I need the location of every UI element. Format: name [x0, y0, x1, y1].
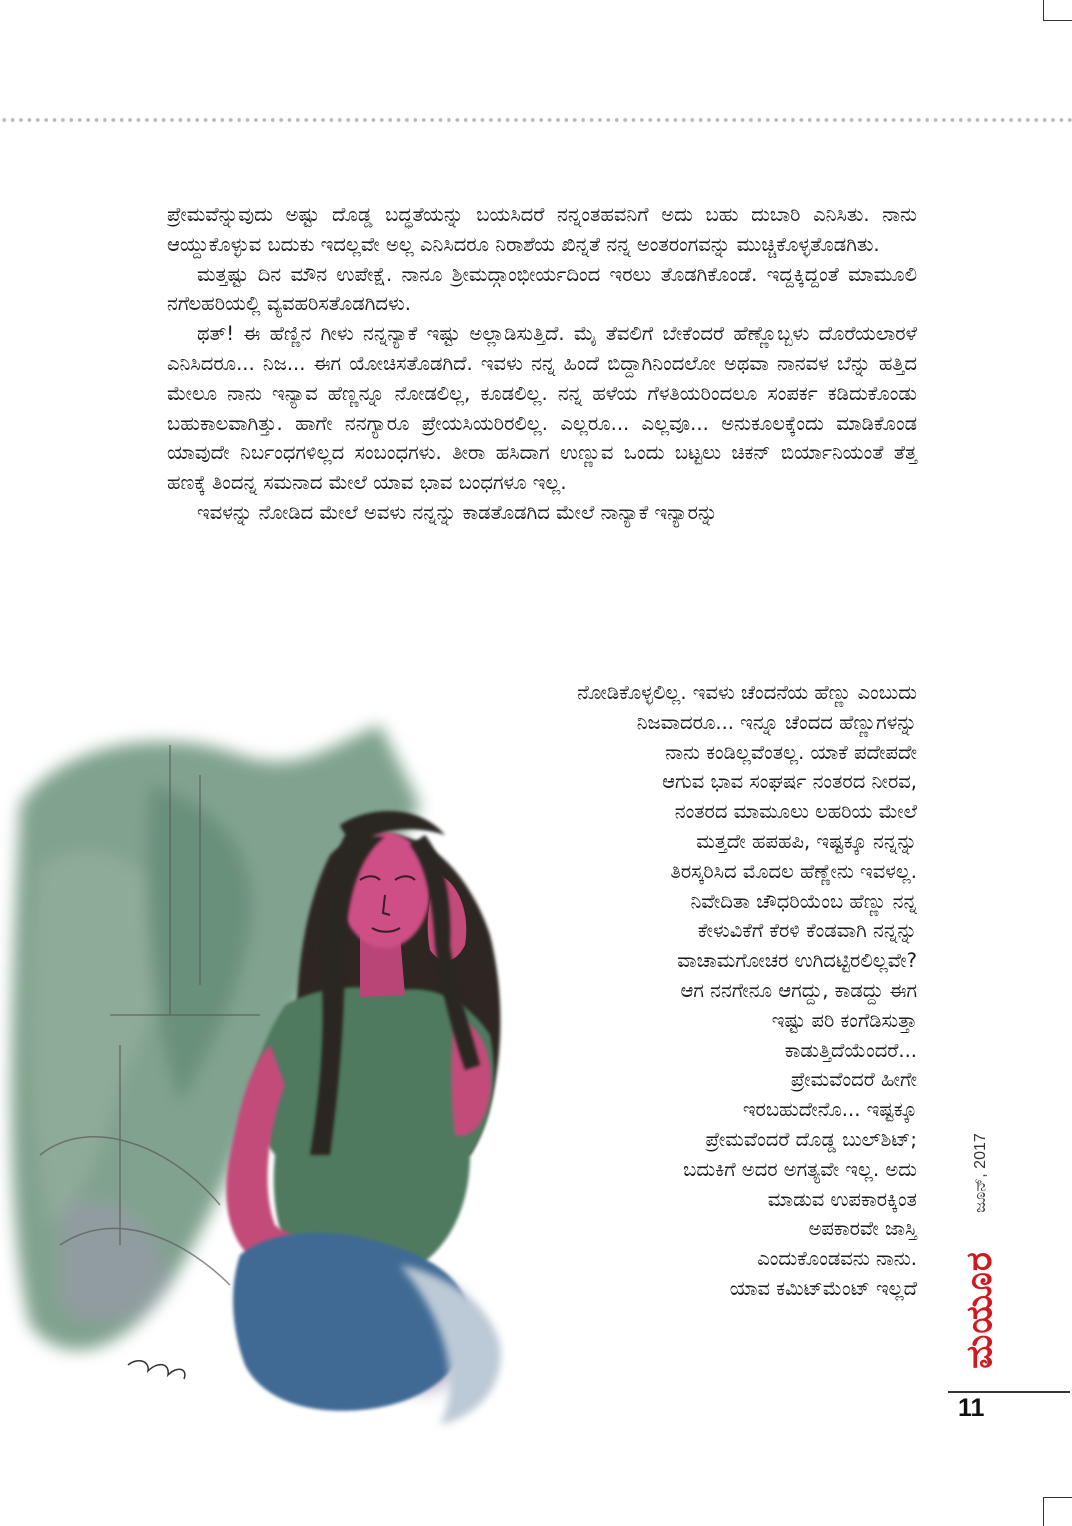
text-line: ಎಂದುಕೊಂಡವನು ನಾನು.	[757, 1247, 917, 1271]
magazine-logo-text: ಮಯೂರ	[959, 1251, 1000, 1369]
text-line: ನೋಡಿಕೊಳ್ಳಲಿಲ್ಲ. ಇವಳು ಚೆಂದನೆಯ ಹೆಣ್ಣು ಎಂಬುದು	[577, 681, 917, 704]
paragraph-1: ಪ್ರೇಮವೆನ್ನುವುದು ಅಷ್ಟು ದೊಡ್ಡ ಬದ್ಧತೆಯನ್ನು ಬಯಸಿದರೆ ನನ್ನಂತಹವನಿಗೆ ಅದು ಬಹು ದುಬಾರಿ ಎನಿಸಿತು. ನಾನು ಆಯ್ದುಕೊಳ್ಳುವ ಬದುಕು ಇದಲ್ಲವೇ ಅಲ್ಲ ಎನಿಸಿದರೂ ನಿರಾಶೆಯ ಖಿನ್ನತೆ ನನ್ನ ಅಂತರಂಗವನ್ನು ಮುಚ್ಚಿಕೊಳ್ಳತೊಡಗಿತು.	[167, 203, 917, 256]
issue-date	[966, 1118, 996, 1228]
text-line: ಮತ್ತದೇ ಹಪಹಪಿ, ಇಷ್ಟಕ್ಕೂ ನನ್ನನ್ನು	[696, 829, 917, 853]
paragraph-4: ಇವಳನ್ನು ನೋಡಿದ ಮೇಲೆ ಅವಳು ನನ್ನನ್ನು ಕಾಡತೊಡಗಿದ ಮೇಲೆ ನಾನ್ಯಾಕೆ ಇನ್ಯಾರನ್ನು	[197, 500, 718, 524]
page-number-rule	[948, 1391, 1070, 1393]
text-line: ಇಷ್ಟು ಪರಿ ಕಂಗೆಡಿಸುತ್ತಾ	[771, 1008, 917, 1032]
text-line: ಯಾವ ಕಮಿಟ್‌ಮೆಂಟ್ ಇಲ್ಲದೆ	[729, 1276, 917, 1300]
text-line: ಬದುಕಿಗೆ ಅದರ ಅಗತ್ಯವೇ ಇಲ್ಲ. ಅದು	[683, 1157, 917, 1181]
artist-signature	[128, 1361, 185, 1379]
text-line: ನಿಜವಾದರೂ... ಇನ್ನೂ ಚೆಂದದ ಹೆಣ್ಣುಗಳನ್ನು	[636, 710, 917, 734]
text-line: ಕಾಡುತ್ತಿದೆಯೆಂದರೆ...	[784, 1038, 917, 1062]
crop-mark-top-right	[1043, 0, 1072, 21]
text-line: ನಿವೇದಿತಾ ಚೌಧರಿಯೆಂಬ ಹೆಣ್ಣು ನನ್ನ	[690, 889, 917, 913]
page-number: 11	[958, 1394, 985, 1422]
text-line: ಕೇಳುವಿಕೆಗೆ ಕೆರಳಿ ಕೆಂಡವಾಗಿ ನನ್ನನ್ನು	[697, 919, 917, 943]
article-text-wrapped	[430, 678, 917, 1304]
text-line: ಮಾಡುವ ಉಪಕಾರಕ್ಕಿಂತ	[767, 1187, 917, 1211]
text-line: ನಾನು ಕಂಡಿಲ್ಲವೆಂತಲ್ಲ. ಯಾಕೆ ಪದೇಪದೇ	[665, 740, 917, 764]
crop-mark-bottom-right	[1043, 1497, 1072, 1526]
text-line: ಇರಬಹುದೇನೊ... ಇಷ್ಟಕ್ಕೂ	[742, 1098, 917, 1122]
text-line: ಆಗ ನನಗೇನೂ ಆಗದ್ದು, ಕಾಡದ್ದು ಈಗ	[680, 978, 917, 1002]
text-line: ವಾಚಾಮಗೋಚರ ಉಗಿದಟ್ಟಿರಲಿಲ್ಲವೇ?	[677, 949, 917, 973]
dotted-divider	[0, 117, 1072, 123]
paragraph-3: ಥತ್! ಈ ಹೆಣ್ಣಿನ ಗೀಳು ನನ್ನನ್ಯಾಕೆ ಇಷ್ಟು ಅಲ್ಲಾಡಿಸುತ್ತಿದೆ. ಮೈ ತೆವಲಿಗೆ ಬೇಕೆಂದರೆ ಹೆಣ್ಣೊಬ್ಬಳು ದೊರೆಯಲಾರಳೆ ಎನಿಸಿದರೂ... ನಿಜ... ಈಗ ಯೋಚಿಸತೊಡಗಿದೆ. ಇವಳು ನನ್ನ ಹಿಂದೆ ಬಿದ್ದಾಗಿನಿಂದಲೋ ಅಥವಾ ನಾನವಳ ಬೆನ್ನು ಹತ್ತಿದ ಮೇಲೂ ನಾನು ಇನ್ಯಾವ ಹೆಣ್ಣನ್ನೂ ನೋಡಲಿಲ್ಲ, ಕೂಡಲಿಲ್ಲ. ನನ್ನ ಹಳೆಯ ಗೆಳತಿಯರಿಂದಲೂ ಸಂಪರ್ಕ ಕಡಿದುಕೊಂಡು ಬಹುಕಾಲವಾಗಿತ್ತು. ಹಾಗೇ ನನಗ್ಯಾರೂ ಪ್ರೇಯಸಿಯರಿರಲಿಲ್ಲ. ಎಲ್ಲರೂ... ಎಲ್ಲವೂ... ಅನುಕೂಲಕ್ಕೆಂದು ಮಾಡಿಕೊಂಡ ಯಾವುದೇ ನಿರ್ಬಂಧಗಳಿಲ್ಲದ ಸಂಬಂಧಗಳು. ತೀರಾ ಹಸಿದಾಗ ಉಣ್ಣುವ ಒಂದು ಬಟ್ಟಲು ಚಿಕನ್ ಬಿರ್ಯಾನಿಯಂತೆ ತೆತ್ತ ಹಣಕ್ಕೆ ತಿಂದನ್ನ ಸಮನಾದ ಮೇಲೆ ಯಾವ ಭಾವ ಬಂಧಗಳೂ ಇಲ್ಲ.	[167, 322, 917, 495]
paragraph-2: ಮತ್ತಷ್ಟು ದಿನ ಮೌನ ಉಪೇಕ್ಷೆ. ನಾನೂ ಶ್ರೀಮದ್ಗಾಂಭೀರ್ಯದಿಂದ ಇರಲು ತೊಡಗಿಕೊಂಡೆ. ಇದ್ದಕ್ಕಿದ್ದಂತೆ ಮಾಮೂಲಿ ನಗೆಲಹರಿಯಲ್ಲಿ ವ್ಯವಹರಿಸತೊಡಗಿದಳು.	[167, 262, 917, 316]
text-line: ಆಗುವ ಭಾವ ಸಂಘರ್ಷ ನಂತರದ ನೀರವ,	[662, 770, 917, 794]
text-line: ಪ್ರೇಮವೆಂದರೆ ಹೀಗೇ	[790, 1068, 917, 1092]
text-line: ನಂತರದ ಮಾಮೂಲು ಲಹರಿಯ ಮೇಲೆ	[674, 800, 917, 824]
article-text	[167, 200, 917, 528]
magazine-logo	[960, 1230, 1000, 1390]
issue-date-text: ಜೂನ್, 2017	[972, 1133, 989, 1213]
text-line: ಅಪಕಾರವೇ ಜಾಸ್ತಿ	[808, 1217, 917, 1241]
text-line: ಪ್ರೇಮವೆಂದರೆ ದೊಡ್ಡ ಬುಲ್‌ಶಿಟ್;	[705, 1127, 917, 1151]
text-line: ತಿರಸ್ಕರಿಸಿದ ಮೊದಲ ಹೆಣ್ಣೇನು ಇವಳಲ್ಲ.	[670, 859, 917, 883]
